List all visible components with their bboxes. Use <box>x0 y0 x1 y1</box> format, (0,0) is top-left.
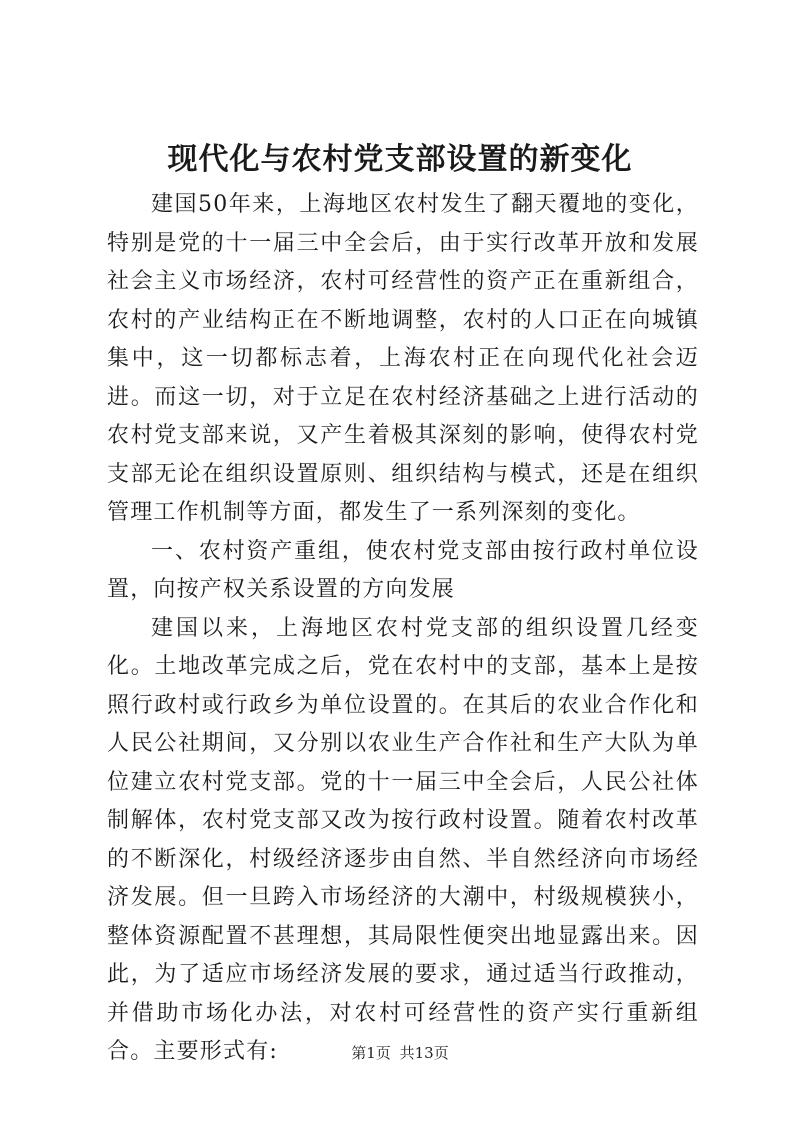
document-title: 现代化与农村党支部设置的新变化 <box>167 142 633 177</box>
section-heading-1: 一、农村资产重组，使农村党支部由按行政村单位设置，向按产权关系设置的方向发展 <box>107 538 699 602</box>
paragraph-intro: 建国50年来，上海地区农村发生了翻天覆地的变化，特别是党的十一届三中全会后，由于实行改革开放和发展社会主义市场经济，农村可经营性的资产正在重新组合，农村的产业结构正在不断地调整，农村的人口正在向城镇集中，这一切都标志着，上海农村正在向现代化社会迈进。而这一切，对于立足在农村经济基础之上进行活动的农村党支部来说，又产生着极其深刻的影响，使得农村党支部无论在组织设置原则、组织结构与模式，还是在组织管理工作机制等方面，都发生了一系列深刻的变化。 <box>107 192 699 525</box>
paragraph-history: 建国以来，上海地区农村党支部的组织设置几经变化。土地改革完成之后，党在农村中的支部，基本上是按照行政村或行政乡为单位设置的。在其后的农业合作化和人民公社期间，又分别以农业生产合作社和生产大队为单位建立农村党支部。党的十一届三中全会后，人民公社体制解体，农村党支部又改为按行政村设置。随着农村改革的不断深化，村级经济逐步由自然、半自然经济向市场经济发展。但一旦跨入市场经济的大潮中，村级规模狭小，整体资源配置不甚理想，其局限性便突出地显露出来。因此，为了适应市场经济发展的要求，通过适当行政推动，并借助市场化办法，对农村可经营性的资产实行重新组合。主要形式有: <box>107 615 699 1064</box>
document-body <box>107 186 699 1072</box>
page-number: 第1页 <box>351 1044 391 1062</box>
page-footer <box>0 1042 800 1064</box>
page-total: 共13页 <box>399 1044 449 1062</box>
